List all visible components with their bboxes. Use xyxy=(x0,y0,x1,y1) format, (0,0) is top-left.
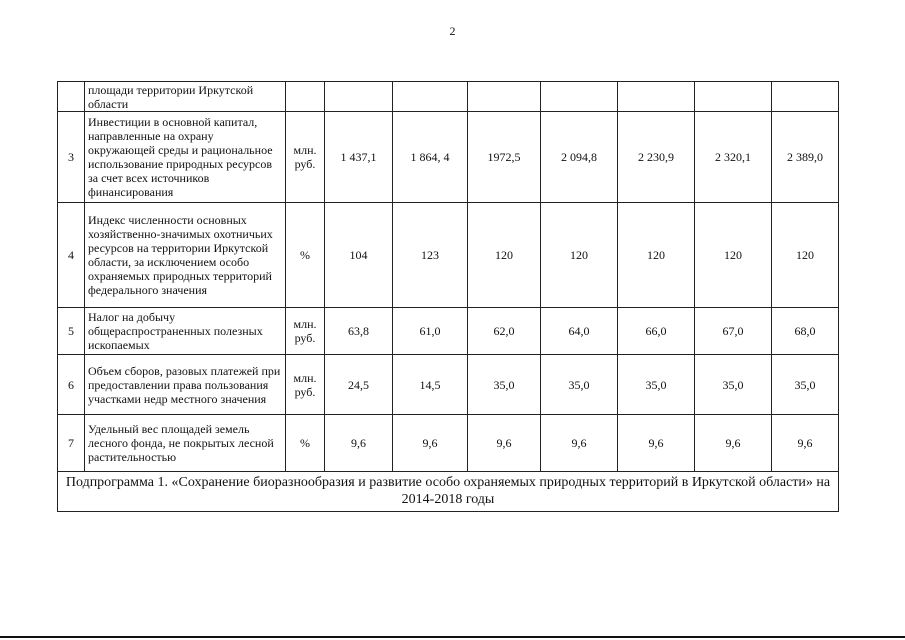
row-number: 7 xyxy=(58,415,85,472)
table-row xyxy=(58,355,839,415)
page-number: 2 xyxy=(449,24,456,38)
value-cell: 64,0 xyxy=(541,308,618,355)
unit-cell xyxy=(286,82,325,112)
value-cell xyxy=(541,82,618,112)
unit-cell: млн. руб. xyxy=(286,355,325,415)
value-cell: 35,0 xyxy=(618,355,695,415)
value-cell: 35,0 xyxy=(695,355,772,415)
value-cell: 120 xyxy=(468,203,541,308)
value-cell: 2 320,1 xyxy=(695,112,772,203)
value-cell: 14,5 xyxy=(393,355,468,415)
table-row xyxy=(58,82,839,112)
row-number: 6 xyxy=(58,355,85,415)
value-cell xyxy=(618,82,695,112)
value-cell: 1972,5 xyxy=(468,112,541,203)
indicator-name: площади территории Иркутской области xyxy=(85,82,286,112)
value-cell: 9,6 xyxy=(772,415,839,472)
unit-cell: % xyxy=(286,203,325,308)
indicator-name: Удельный вес площадей земель лесного фонда, не покрытых лесной растительностью xyxy=(85,415,286,472)
value-cell xyxy=(325,82,393,112)
row-number xyxy=(58,82,85,112)
value-cell xyxy=(468,82,541,112)
table-body xyxy=(58,82,839,512)
indicators-table xyxy=(57,81,839,512)
value-cell: 68,0 xyxy=(772,308,839,355)
value-cell: 35,0 xyxy=(541,355,618,415)
value-cell: 120 xyxy=(695,203,772,308)
value-cell: 63,8 xyxy=(325,308,393,355)
value-cell: 9,6 xyxy=(618,415,695,472)
value-cell: 120 xyxy=(772,203,839,308)
page-bottom-border xyxy=(0,636,905,638)
indicator-name: Инвестиции в основной капитал, направленные на охрану окружающей среды и рациональное использование природных ресурсов за счет всех источников финансирования xyxy=(85,112,286,203)
value-cell: 35,0 xyxy=(772,355,839,415)
indicator-name: Индекс численности основных хозяйственно-значимых охотничьих ресурсов на территории Иркутской области, за исключением особо охраняемых природных территорий федерального значения xyxy=(85,203,286,308)
value-cell: 120 xyxy=(618,203,695,308)
value-cell: 2 230,9 xyxy=(618,112,695,203)
value-cell: 35,0 xyxy=(468,355,541,415)
subprogram-title: Подпрограмма 1. «Сохранение биоразнообразия и развитие особо охраняемых природных территорий в Иркутской области» на 2014-2018 годы xyxy=(58,472,839,512)
value-cell: 24,5 xyxy=(325,355,393,415)
value-cell: 9,6 xyxy=(695,415,772,472)
value-cell: 9,6 xyxy=(468,415,541,472)
value-cell: 1 864, 4 xyxy=(393,112,468,203)
row-number: 5 xyxy=(58,308,85,355)
value-cell: 62,0 xyxy=(468,308,541,355)
value-cell: 104 xyxy=(325,203,393,308)
table-row xyxy=(58,415,839,472)
table-row xyxy=(58,308,839,355)
table-row xyxy=(58,112,839,203)
row-number: 3 xyxy=(58,112,85,203)
value-cell: 61,0 xyxy=(393,308,468,355)
indicator-name: Налог на добычу общераспространенных полезных ископаемых xyxy=(85,308,286,355)
table-row xyxy=(58,203,839,308)
row-number: 4 xyxy=(58,203,85,308)
value-cell: 66,0 xyxy=(618,308,695,355)
value-cell xyxy=(393,82,468,112)
value-cell: 2 389,0 xyxy=(772,112,839,203)
value-cell: 123 xyxy=(393,203,468,308)
unit-cell: % xyxy=(286,415,325,472)
value-cell: 67,0 xyxy=(695,308,772,355)
value-cell: 1 437,1 xyxy=(325,112,393,203)
value-cell: 9,6 xyxy=(393,415,468,472)
value-cell: 120 xyxy=(541,203,618,308)
value-cell: 9,6 xyxy=(541,415,618,472)
unit-cell: млн. руб. xyxy=(286,112,325,203)
value-cell: 2 094,8 xyxy=(541,112,618,203)
value-cell xyxy=(772,82,839,112)
value-cell: 9,6 xyxy=(325,415,393,472)
unit-cell: млн. руб. xyxy=(286,308,325,355)
subprogram-row xyxy=(58,472,839,512)
indicator-name: Объем сборов, разовых платежей при предоставлении права пользования участками недр местного значения xyxy=(85,355,286,415)
value-cell xyxy=(695,82,772,112)
